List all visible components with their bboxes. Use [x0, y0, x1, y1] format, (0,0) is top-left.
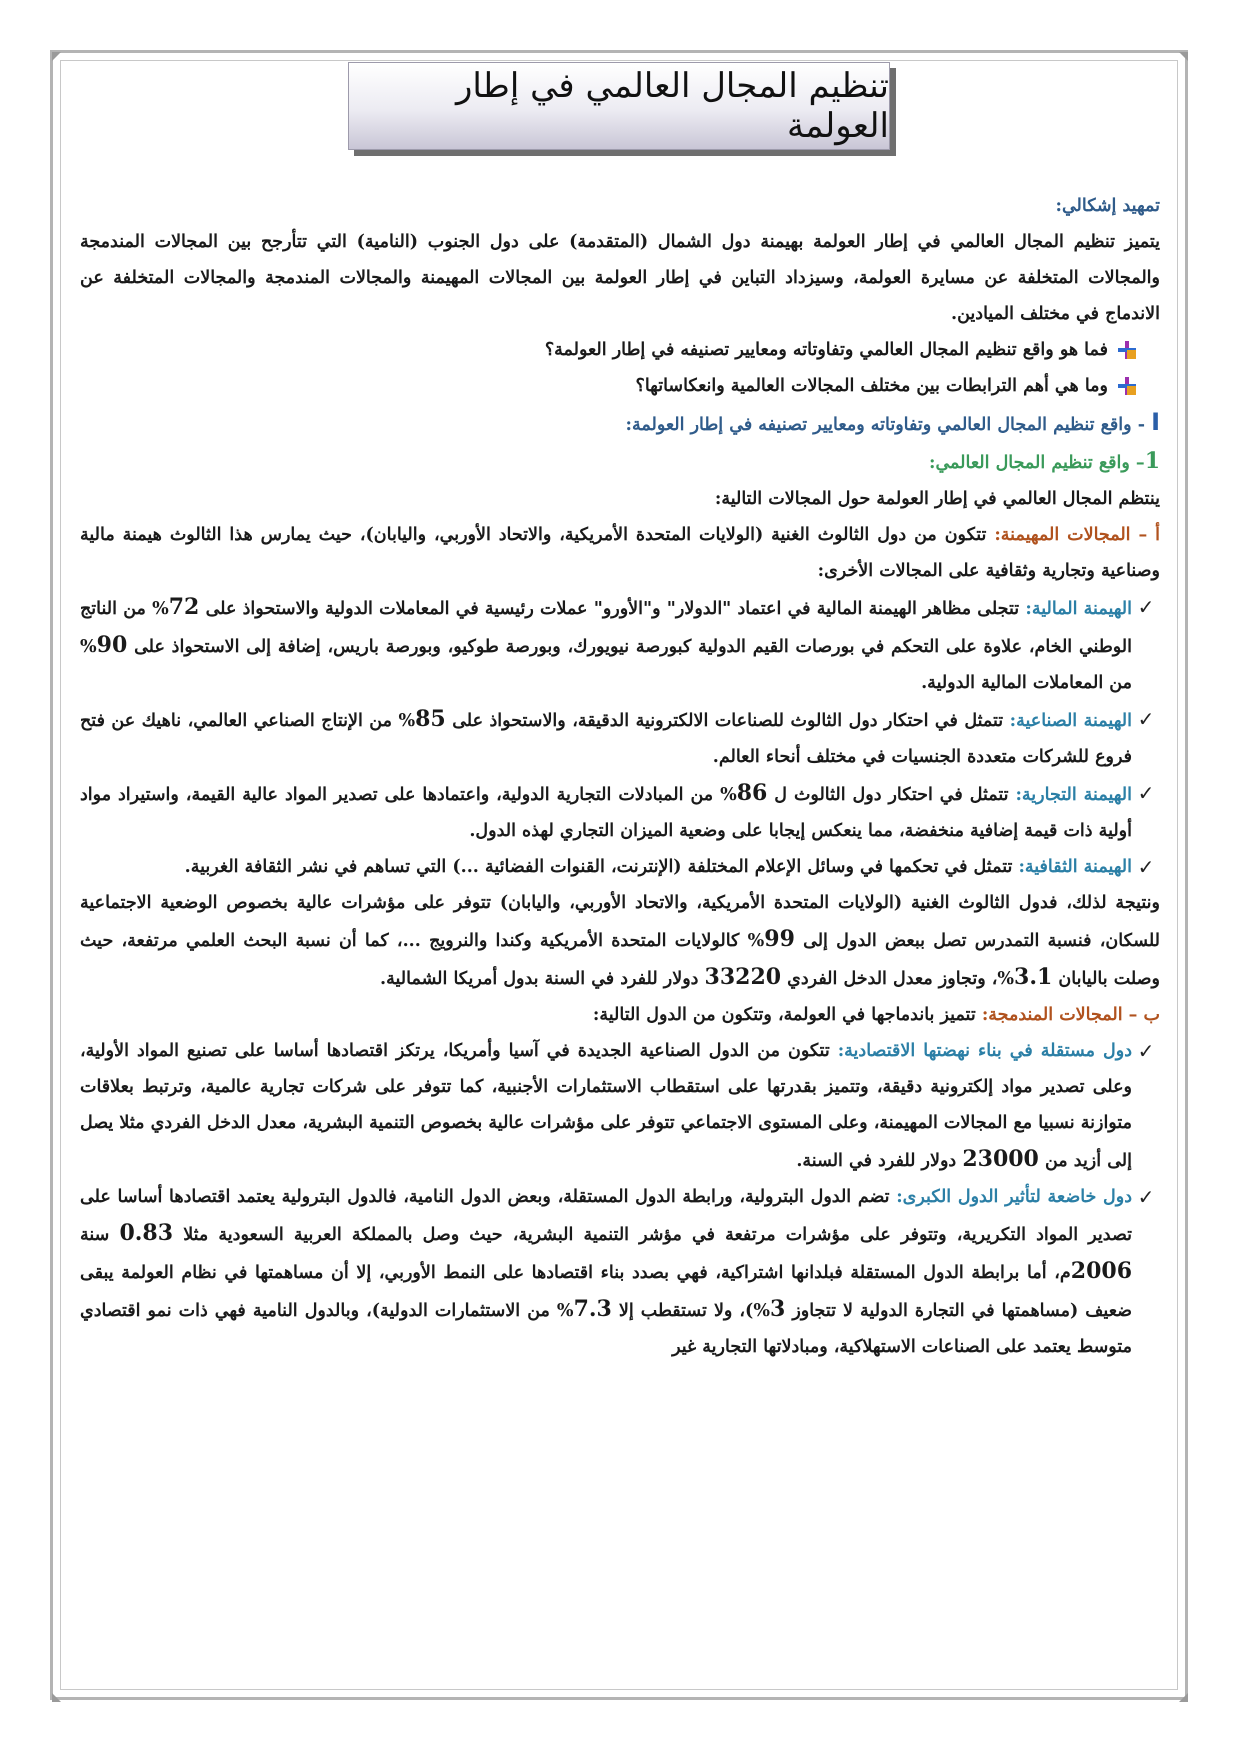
list-item: ✓ الهيمنة الصناعية: تتمثل في احتكار دول الثالوث للصناعات الالكترونية الدقيقة، والاستحواذ على 85% من الإنتاج الصناعي العالمي، ناهيك عن فتح فروع للشركات متعددة الجنسيات في مختلف أنحاء العالم. [80, 701, 1160, 775]
list-item: ✓ دول خاضعة لتأثير الدول الكبرى: تضم الدول البترولية، ورابطة الدول المستقلة، وبعض الدول النامية، فالدول البترولية يعتمد اقتصادها أساسا على تصدير المواد التكريرية، وتتوفر على مؤشرات مرتفعة في مؤشر التنمية البشرية، حيث وصل بالمملكة العربية السعودية مثلا 0.83 سنة 2006م، أما برابطة الدول المستقلة فبلدانها اشتراكية، فهي بصدد بناء اقتصادها على النمط الأوربي، إلا أن مساهمتها في نظام العولمة يبقى ضعيف (مساهمتها في التجارة الدولية لا تتجاوز 3%)، ولا تستقطب إلا 7.3% من الاستثمارات الدولية)، وبالدول النامية فهي ذات نمو اقتصادي متوسط يعتمد على الصناعات الاستهلاكية، ومبادلاتها التجارية غير [80, 1179, 1160, 1365]
part-b-text: تتميز باندماجها في العولمة، وتتكون من الدول التالية: [592, 1005, 982, 1025]
section-1-heading [80, 443, 1160, 481]
section-I-heading [80, 404, 1160, 443]
corner-ornament-icon [52, 52, 61, 61]
section-1-title: – واقع تنظيم المجال العالمي: [929, 453, 1145, 473]
part-a-paragraph [80, 517, 1160, 589]
intro-paragraph: يتميز تنظيم المجال العالمي في إطار العولمة بهيمنة دول الشمال (المتقدمة) على دول الجنوب (النامية) التي تتأرجح بين المجالات المندمجة والمجالات المتخلفة عن مسايرة العولمة، وسيزداد التباين في إطار العولمة بين المجالات المهيمنة والمجالات المندمجة والمجالات المتخلفة عن الاندماج في مختلف الميادين. [80, 232, 1160, 324]
intro-heading: تمهيد إشكالي: [1055, 196, 1160, 216]
corner-ornament-icon [1179, 1693, 1188, 1702]
part-a-text: تتكون من دول الثالوث الغنية (الولايات المتحدة الأمريكية، والاتحاد الأوربي، واليابان)، حيث يمارس هذا الثالوث هيمنة مالية وصناعية وتجارية وثقافية على المجالات الأخرى: [80, 525, 1160, 581]
section-1-number: 1 [1144, 448, 1160, 474]
title-box [348, 62, 890, 150]
section-I-numeral: I [1151, 408, 1160, 436]
page-title: تنظيم المجال العالمي في إطار العولمة [455, 66, 889, 146]
part-b-label: ب – المجالات المندمجة: [981, 1005, 1160, 1025]
check-icon: ✓ [1137, 1039, 1155, 1063]
corner-ornament-icon [52, 1693, 61, 1702]
list-item: ✓ الهيمنة الثقافية: تتمثل في تحكمها في وسائل الإعلام المختلفة (الإنترنت، القنوات الفضائية ...) التي تساهم في نشر الثقافة الغربية. [80, 849, 1160, 885]
check-icon: ✓ [1137, 855, 1155, 879]
item-label: دول مستقلة في بناء نهضتها الاقتصادية: [837, 1041, 1132, 1061]
check-icon: ✓ [1137, 707, 1155, 731]
question-item [80, 332, 1136, 368]
document-body [80, 188, 1160, 1365]
list-item: ✓ الهيمنة المالية: تتجلى مظاهر الهيمنة المالية في اعتماد "الدولار" و"الأورو" عملات رئيسية في المعاملات الدولية والاستحواذ على 72% من الناتج الوطني الخام، علاوة على التحكم في بورصات القيم الدولية كبورصة نيويورك، وبورصة طوكيو، وبورصة باريس، إضافة إلى الاستحواذ على 90% من المعاملات المالية الدولية. [80, 589, 1160, 701]
section-I-title: - واقع تنظيم المجال العالمي وتفاوتاته ومعايير تصنيفه في إطار العولمة: [625, 415, 1152, 435]
check-icon: ✓ [1137, 595, 1155, 619]
corner-ornament-icon [1179, 52, 1188, 61]
item-label: الهيمنة الثقافية: [1018, 857, 1132, 877]
item-label: دول خاضعة لتأثير الدول الكبرى: [896, 1187, 1132, 1207]
plus-bullet-icon [1118, 341, 1136, 359]
list-item: ✓ الهيمنة التجارية: تتمثل في احتكار دول الثالوث ل 86% من المبادلات التجارية الدولية، واعتمادها على تصدير المواد عالية القيمة، واستيراد مواد أولية ذات قيمة إضافية منخفضة، مما ينعكس إيجابا على وضعية الميزان التجاري لهذه الدول. [80, 775, 1160, 849]
result-paragraph: ونتيجة لذلك، فدول الثالوث الغنية (الولايات المتحدة الأمريكية، والاتحاد الأوربي، واليابان) تتوفر على مؤشرات عالية بخصوص الوضعية الاجتماعية للسكان، فنسبة التمدرس تصل ببعض الدول إلى 99% كالولايات المتحدة الأمريكية وكندا والنرويج ...، كما أن نسبة البحث العلمي مرتفعة، حيث وصلت باليابان 3.1%، وتجاوز معدل الدخل الفردي 33220 دولار للفرد في السنة بدول أمريكا الشمالية. [80, 893, 1160, 990]
item-label: الهيمنة المالية: [1025, 599, 1133, 619]
section-1-lead: ينتظم المجال العالمي في إطار العولمة حول المجالات التالية: [714, 489, 1160, 509]
plus-bullet-icon [1118, 377, 1136, 395]
check-icon: ✓ [1137, 1185, 1155, 1209]
list-item: ✓ دول مستقلة في بناء نهضتها الاقتصادية: تتكون من الدول الصناعية الجديدة في آسيا وأمريكا، يرتكز اقتصادها أساسا على تصنيع المواد الأولية، وعلى تصدير مواد إلكترونية دقيقة، وتتميز بقدرتها على استقطاب الاستثمارات الأجنبية، كما تتوفر على شركات تجارية عالمية، وترتبط بعلاقات متوازنة نسبيا مع المجالات المهيمنة، وعلى المستوى الاجتماعي تتوفر على مؤشرات عالية بخصوص التنمية البشرية، معدل الدخل الفردي مثلا يصل إلى أزيد من 23000 دولار للفرد في السنة. [80, 1033, 1160, 1179]
item-label: الهيمنة الصناعية: [1009, 711, 1132, 731]
item-label: الهيمنة التجارية: [1015, 785, 1132, 805]
check-icon: ✓ [1137, 781, 1155, 805]
question-item [80, 368, 1136, 404]
part-a-label: أ – المجالات المهيمنة: [994, 525, 1160, 545]
question-text: فما هو واقع تنظيم المجال العالمي وتفاوتاته ومعايير تصنيفه في إطار العولمة؟ [544, 340, 1108, 360]
question-text: وما هي أهم الترابطات بين مختلف المجالات العالمية وانعكاساتها؟ [635, 376, 1108, 396]
part-b-paragraph [80, 997, 1160, 1033]
